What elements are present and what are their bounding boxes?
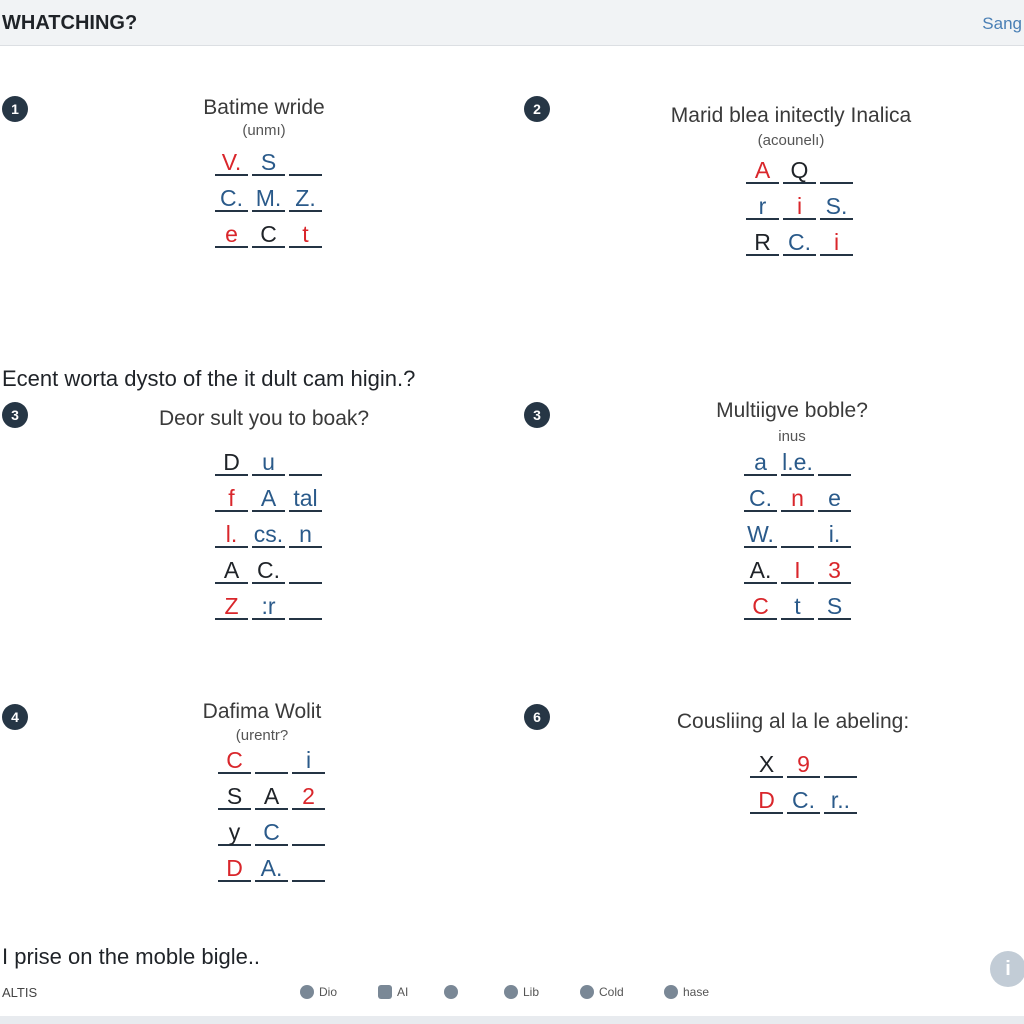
question-subtitle: (unmı) [242,122,286,139]
letter-blank[interactable]: D [750,786,783,814]
letter-blank[interactable]: a [744,448,777,476]
letter-blank[interactable] [289,148,322,176]
letter-blank[interactable]: D [218,854,251,882]
letter-blank[interactable]: i. [818,520,851,548]
letter-blank[interactable]: C. [787,786,820,814]
grid-row [215,484,322,512]
letter-grid [746,156,853,256]
grid-row [746,192,853,220]
letter-blank[interactable]: C. [783,228,816,256]
letter-blank[interactable]: C [252,220,285,248]
globe-icon [664,985,678,999]
header-link[interactable]: Sang [982,14,1022,33]
grid-row [744,448,851,476]
letter-blank[interactable]: V. [215,148,248,176]
letter-blank[interactable]: A. [744,556,777,584]
question-subtitle: (acounelı) [757,132,825,149]
letter-blank[interactable]: S [818,592,851,620]
letter-blank[interactable]: 9 [787,750,820,778]
letter-blank[interactable]: i [820,228,853,256]
question-subtitle: (urentr? [235,727,289,744]
letter-blank[interactable] [818,448,851,476]
grid-row [218,746,325,774]
grid-row [744,592,851,620]
letter-blank[interactable]: n [289,520,322,548]
grid-row [215,448,322,476]
letter-blank[interactable]: r [746,192,779,220]
letter-blank[interactable]: 3 [818,556,851,584]
letter-blank[interactable]: S [218,782,251,810]
letter-blank[interactable]: u [252,448,285,476]
window-bottom-edge [0,1016,1024,1024]
letter-blank[interactable]: A [252,484,285,512]
grid-row [215,184,322,212]
letter-blank[interactable]: A [255,782,288,810]
grid-row [215,148,322,176]
grid-row [746,228,853,256]
letter-blank[interactable]: n [781,484,814,512]
letter-blank[interactable]: A [215,556,248,584]
letter-blank[interactable]: A. [255,854,288,882]
grid-row [744,484,851,512]
letter-blank[interactable]: M. [252,184,285,212]
letter-blank[interactable]: Q [783,156,816,184]
question-number-badge: 4 [2,704,28,730]
footer-item-ai[interactable] [378,985,408,999]
question-title: Batime wride [203,96,325,119]
letter-blank[interactable]: Z. [289,184,322,212]
letter-blank[interactable]: tal [289,484,322,512]
grid-row [215,592,322,620]
letter-blank[interactable]: y [218,818,251,846]
info-icon[interactable]: i [990,951,1024,987]
letter-blank[interactable]: D [215,448,248,476]
footer-item-hase[interactable] [664,985,709,999]
letter-blank[interactable]: R [746,228,779,256]
letter-grid [218,746,325,882]
question-subtitle: inus [778,428,806,445]
question-number-badge: 2 [524,96,550,122]
letter-blank[interactable]: S [252,148,285,176]
grid-row [215,520,322,548]
footer-bar [0,978,1024,1008]
letter-blank[interactable]: e [215,220,248,248]
question-number-badge: 3 [2,402,28,428]
letter-blank[interactable]: I [781,556,814,584]
letter-blank[interactable]: f [215,484,248,512]
letter-grid [744,448,851,620]
footer-item-label: Cold [599,985,624,999]
grid-row [744,520,851,548]
letter-blank[interactable]: X [750,750,783,778]
letter-blank[interactable]: l.e. [782,449,813,475]
letter-blank[interactable]: :r [252,592,285,620]
letter-blank[interactable]: W. [744,520,777,548]
grid-row [746,156,853,184]
question-number-badge: 3 [524,402,550,428]
grid-row [750,786,857,814]
footer-brand: ALTIS [2,985,38,1000]
question-title: Cousliing al la le abeling: [676,710,910,733]
letter-blank[interactable] [292,854,325,882]
letter-blank[interactable]: S. [820,192,853,220]
document-icon [378,985,392,999]
footer-item-label: Lib [523,985,540,999]
letter-grid [750,750,857,814]
letter-blank[interactable]: C. [215,184,248,212]
letter-blank[interactable]: i [292,746,325,774]
letter-blank[interactable] [289,556,322,584]
letter-blank[interactable]: r.. [824,786,857,814]
letter-blank[interactable] [289,448,322,476]
letter-blank[interactable]: i [783,192,816,220]
letter-blank[interactable]: C. [744,484,777,512]
letter-grid [215,448,322,620]
question-title: Deor sult you to boak? [158,407,370,430]
letter-blank[interactable] [255,746,288,774]
letter-blank[interactable]: e [818,484,851,512]
grid-row [215,556,322,584]
footer-item-lib[interactable] [504,985,539,999]
chat-icon [444,985,458,999]
letter-blank[interactable]: cs. [253,521,284,547]
link-icon [580,985,594,999]
section-prompt: Ecent worta dysto of the it dult cam higin.? [2,366,416,391]
question-number-badge: 1 [2,96,28,122]
grid-row [215,220,322,248]
letter-blank[interactable]: C [255,818,288,846]
letter-blank[interactable]: t [781,592,814,620]
letter-blank[interactable]: A [746,156,779,184]
grid-row [744,556,851,584]
letter-blank[interactable] [292,818,325,846]
grid-row [750,750,857,778]
letter-blank[interactable]: Z [215,592,248,620]
grid-row [218,854,325,882]
footer-item-label: AI [397,985,409,999]
letter-blank[interactable] [781,520,814,548]
letter-blank[interactable] [289,592,322,620]
footer-item-label: hase [683,985,710,999]
letter-blank[interactable]: C [744,592,777,620]
apple-icon [504,985,518,999]
question-title: Dafima Wolit [202,700,322,723]
letter-blank[interactable] [824,750,857,778]
letter-blank[interactable]: 2 [292,782,325,810]
question-title: Multiigve boble? [716,399,868,422]
apple-icon [300,985,314,999]
letter-blank[interactable]: t [289,220,322,248]
bottom-prompt: I prise on the moble bigle.. [2,944,261,969]
letter-blank[interactable]: C. [252,556,285,584]
letter-blank[interactable] [820,156,853,184]
footer-item-chat[interactable] [444,985,463,999]
footer-item-dio[interactable] [300,985,337,999]
question-title: Marid blea initectly Inalica [670,104,912,127]
footer-item-label: Dio [319,985,338,999]
letter-grid [215,148,322,248]
grid-row [218,818,325,846]
letter-blank[interactable]: l. [215,520,248,548]
page-title: WHATCHING? [2,12,138,34]
letter-blank[interactable]: C [218,746,251,774]
grid-row [218,782,325,810]
top-bar [0,0,1024,46]
question-number-badge: 6 [524,704,550,730]
footer-item-cold[interactable] [580,985,624,999]
